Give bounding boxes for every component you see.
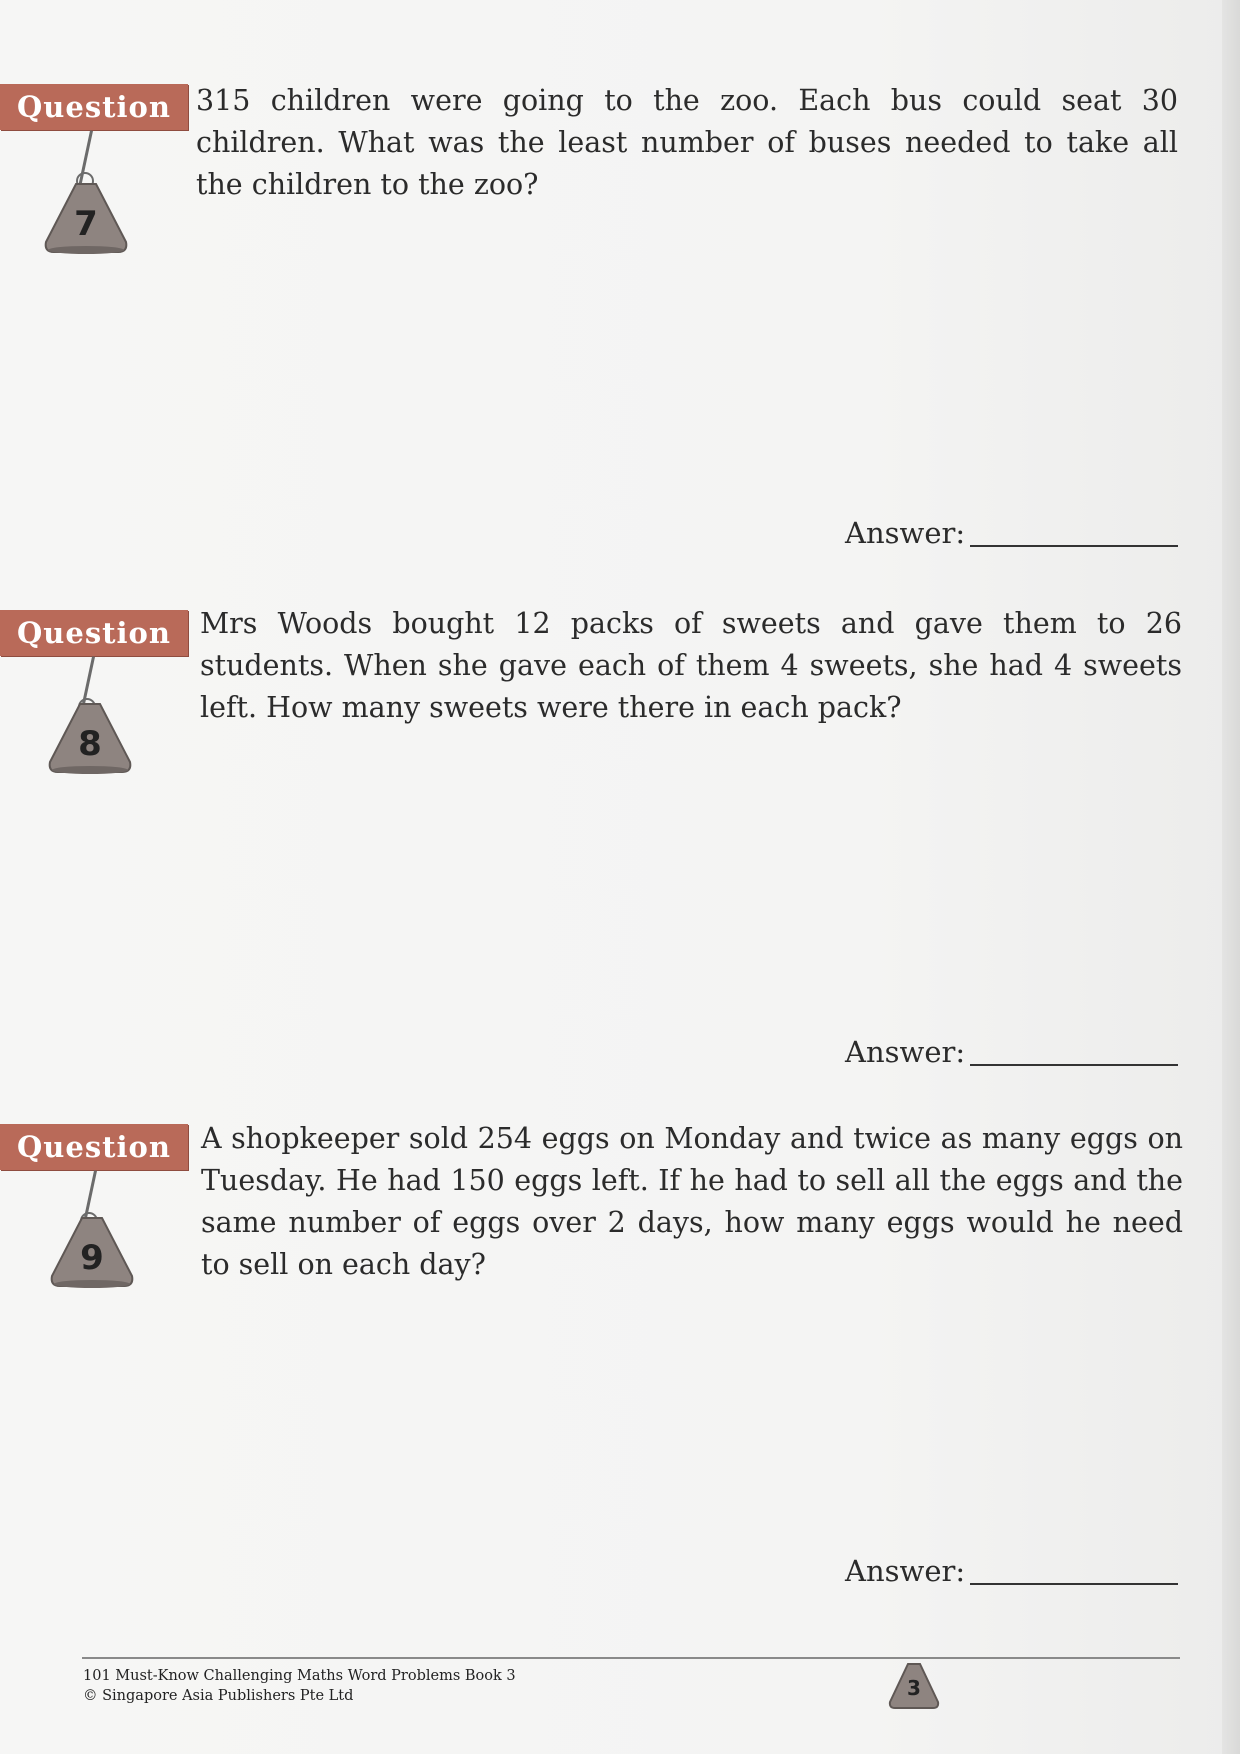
page-number-badge-icon bbox=[888, 1660, 940, 1712]
question-tag: Question bbox=[0, 84, 188, 130]
page-edge-shadow bbox=[1222, 0, 1240, 1754]
weight-badge-icon bbox=[46, 700, 134, 776]
question-text: 315 children were going to the zoo. Each bus could seat 30 children. What was the least number of buses needed to take all the children to the zoo? bbox=[196, 84, 1178, 201]
question-number: 9 bbox=[80, 1238, 104, 1278]
question-tag: Question bbox=[0, 610, 188, 656]
footer-divider bbox=[82, 1657, 1180, 1659]
answer-label: Answer: bbox=[845, 1554, 966, 1588]
footer-copyright: © Singapore Asia Publishers Pte Ltd bbox=[83, 1688, 354, 1704]
answer-blank-line[interactable] bbox=[970, 1583, 1178, 1585]
answer-row bbox=[845, 1551, 1180, 1591]
answer-row bbox=[845, 513, 1180, 553]
question-text: A shopkeeper sold 254 eggs on Monday and twice as many eggs on Tuesday. He had 150 eggs left. If he had to sell all the eggs and the same number of eggs over 2 days, how many eggs would he need to sell on each day? bbox=[201, 1122, 1183, 1281]
question-tag: Question bbox=[0, 1124, 188, 1170]
question-text: Mrs Woods bought 12 packs of sweets and gave them to 26 students. When she gave each of them 4 sweets, she had 4 sweets left. How many sweets were there in each pack? bbox=[200, 607, 1182, 724]
answer-label: Answer: bbox=[845, 516, 966, 550]
question-number: 7 bbox=[74, 204, 98, 244]
footer-book-title: 101 Must-Know Challenging Maths Word Problems Book 3 bbox=[83, 1668, 516, 1684]
question-number: 8 bbox=[78, 724, 102, 764]
weight-badge-icon bbox=[42, 180, 130, 256]
answer-row bbox=[845, 1032, 1180, 1072]
weight-badge-icon bbox=[48, 1214, 136, 1290]
page-number: 3 bbox=[907, 1676, 921, 1700]
answer-label: Answer: bbox=[845, 1035, 966, 1069]
answer-blank-line[interactable] bbox=[970, 545, 1178, 547]
answer-blank-line[interactable] bbox=[970, 1064, 1178, 1066]
